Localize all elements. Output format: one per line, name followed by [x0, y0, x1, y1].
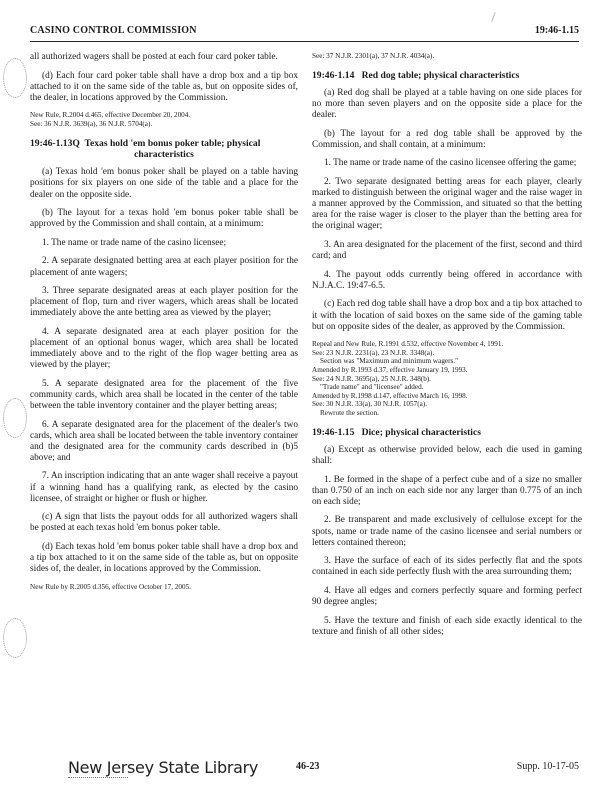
list-item: 5. A separate designated area for the placement of the five community cards, which area shall be located in the center of the table between the table inventory container and the player betting areas; [30, 378, 298, 411]
source-note [30, 583, 298, 592]
library-stamp: New Jersey State Library [68, 758, 259, 777]
list-item: 2. Two separate designated betting areas for each player, clearly marked to distinguish between the original wager and the raise wager in a manner approved by the Commission, and situated so that the betting area for the raise wager is closer to the player than the betting area for the original wager; [312, 177, 582, 232]
section-heading [312, 427, 582, 438]
section-number: 19:46-1.15 [312, 426, 355, 438]
list-item: 3. Three separate designated areas at each player position for the placement of flop, turn and river wagers, which areas shall be located immediately above the ante betting area as viewed by the player; [30, 286, 298, 319]
list-item: 6. A separate designated area for the placement of the dealer's two cards, which area shall be located between the table inventory container and the designated area for the community cards described in (b)5 above; and [30, 419, 298, 463]
source-line: See: 24 N.J.R. 3695(a), 25 N.J.R. 348(b). [312, 374, 431, 383]
section-number: 19:46-1.14 [312, 69, 355, 81]
section-heading [30, 138, 298, 161]
page-footer [30, 758, 579, 788]
punch-hole [3, 398, 27, 438]
header-section: 19:46-1.15 [534, 25, 579, 36]
source-note [312, 340, 582, 417]
list-item: 7. An inscription indicating that an ante wager shall receive a payout if a winning hand has a qualifying rank, as elected by the casino licensee, of straight or higher or flush or higher. [30, 471, 298, 504]
running-header [30, 25, 579, 42]
source-line: New Rule by R.2005 d.356, effective October 17, 2005. [30, 582, 191, 591]
section-title-line2: characteristics [134, 148, 194, 160]
paragraph: (c) Each red dog table shall have a drop box and a tip box attached to it with the location of said boxes on the same side of the gaming table but on opposite sides of the dealer, as approved by the Commission. [312, 299, 582, 332]
list-item: 3. Have the surface of each of its sides perfectly flat and the spots contained in each side perfectly flush with the area surrounding them; [312, 556, 582, 578]
paragraph: (c) A sign that lists the payout odds for all authorized wagers shall be posted at each texas hold 'em bonus poker table. [30, 512, 298, 534]
source-note [30, 111, 298, 128]
section-number: 19:46-1.13Q [30, 137, 80, 149]
section-title-line1: Texas hold 'em bonus poker table; physical [84, 137, 261, 149]
header-title: CASINO CONTROL COMMISSION [30, 25, 197, 36]
source-line: "Trade name" and "licensee" added. [320, 383, 424, 392]
section-title: Red dog table; physical characteristics [361, 69, 520, 81]
list-item: 4. The payout odds currently being offered in accordance with N.J.A.C. 19:47-6.5. [312, 269, 582, 291]
page-number: 46-23 [296, 761, 320, 772]
paragraph: all authorized wagers shall be posted at each four card poker table. [30, 52, 278, 62]
scan-mark [491, 12, 495, 22]
source-line: Rewrote the section. [320, 408, 379, 417]
source-line: See: 37 N.J.R. 2301(a), 37 N.J.R. 4034(a). [312, 52, 435, 60]
paragraph: (a) Texas hold 'em bonus poker shall be played on a table having positions for six players on one side of the table and a place for the dealer on the opposite side. [30, 167, 298, 200]
list-item: 1. The name or trade name of the casino licensee; [42, 237, 227, 248]
paragraph: (a) Red dog shall be played at a table having on one side places for no more than seven players and on the opposite side a place for the dealer. [312, 88, 582, 121]
punch-hole [3, 618, 27, 658]
list-item: 1. Be formed in the shape of a perfect cube and of a size no smaller than 0.750 of an inch on each side nor any larger than 0.775 of an inch on each side; [312, 474, 582, 507]
stamp-underline [68, 777, 128, 781]
left-column [30, 52, 298, 600]
section-heading [312, 70, 582, 81]
paragraph: (a) Except as otherwise provided below, each die used in gaming shall: [312, 444, 582, 467]
paragraph: (b) The layout for a red dog table shall be approved by the Commission, and shall contain, at a minimum: [312, 128, 582, 150]
source-line: See: 23 N.J.R. 2231(a), 23 N.J.R. 3348(a). [312, 348, 435, 357]
paragraph: (d) Each four card poker table shall have a drop box and a tip box attached to it on the same side of the table as, but on opposite sides of, the dealer, in locations approved by the Commission. [30, 70, 298, 103]
right-column [312, 52, 582, 645]
source-line: Section was "Maximum and minimum wagers." [320, 357, 459, 366]
supplement-date: Supp. 10-17-05 [516, 761, 579, 772]
source-line: New Rule, R.2004 d.465, effective December 20, 2004. [30, 111, 191, 120]
list-item: 5. Have the texture and finish of each side exactly identical to the texture and finish of all other sides; [312, 615, 582, 637]
list-item: 2. Be transparent and made exclusively of cellulose except for the spots, name or trade name of the casino licensee and serial numbers or letters contained thereon; [312, 515, 582, 548]
list-item: 1. The name or trade name of the casino licensee offering the game; [324, 158, 577, 169]
list-item: 2. A separate designated betting area at each player position for the placement of ante wagers; [30, 256, 298, 278]
list-item: 4. A separate designated area at each player position for the placement of an optional bonus wager, which area shall be located immediately above and to the right of the flop wager betting area as viewed by the player; [30, 326, 298, 371]
source-line: Amended by R.1998 d.147, effective March 16, 1998. [312, 391, 468, 400]
source-line: See: 30 N.J.R. 33(a), 30 N.J.R. 1057(a). [312, 400, 427, 409]
source-line: Repeal and New Rule, R.1991 d.532, effective November 4, 1991. [312, 340, 504, 349]
punch-hole [3, 58, 27, 98]
list-item: 3. An area designated for the placement of the first, second and third card; and [312, 240, 582, 262]
list-item: 4. Have all edges and corners perfectly square and forming perfect 90 degree angles; [312, 585, 582, 607]
section-title: Dice; physical characteristics [361, 426, 481, 438]
source-line: See: 36 N.J.R. 3639(a), 36 N.J.R. 5704(a). [30, 119, 153, 128]
source-note [312, 52, 582, 61]
paragraph: (b) The layout for a texas hold 'em bonus poker table shall be approved by the Commission and shall contain, at a minimum: [30, 208, 298, 230]
paragraph: (d) Each texas hold 'em bonus poker table shall have a drop box and a tip box attached to it on the same side of the table as, but on opposite sides of, the dealer, in locations approved by the Commission. [30, 541, 298, 575]
source-line: Amended by R.1993 d.37, effective January 19, 1993. [312, 365, 468, 374]
